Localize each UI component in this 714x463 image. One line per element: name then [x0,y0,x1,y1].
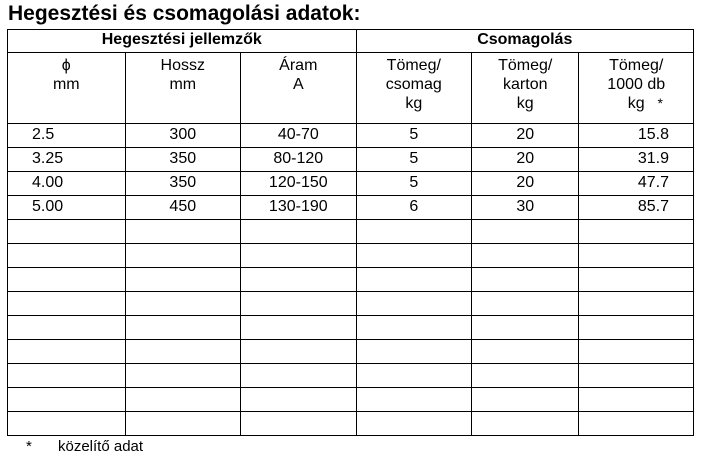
cell-length [125,388,241,412]
cell-diameter [8,412,126,436]
cell-length [125,316,241,340]
cell-length: 350 [125,148,241,172]
cell-weight-per-carton: 20 [472,148,579,172]
footnote-marker: * [26,438,32,455]
cell-length [125,220,241,244]
column-header-current [241,53,357,124]
cell-current [241,340,357,364]
column-header-weight-per-1000 [579,53,694,124]
cell-diameter [8,244,126,268]
cell-weight-per-carton [472,316,579,340]
cell-length [125,244,241,268]
cell-weight-per-pack [356,244,472,268]
cell-weight-per-1000 [579,244,694,268]
cell-weight-per-1000 [579,364,694,388]
cell-diameter [8,292,126,316]
cell-diameter [8,388,126,412]
cell-weight-per-pack [356,292,472,316]
cell-weight-per-carton: 20 [472,124,579,148]
approximation-marker: * [657,95,663,111]
header-line: kg [627,95,645,112]
cell-weight-per-pack [356,412,472,436]
column-header-weight-per-pack [356,53,472,124]
table-row [8,148,694,172]
cell-weight-per-1000 [579,292,694,316]
cell-weight-per-1000: 85.7 [579,196,694,220]
cell-weight-per-pack [356,316,472,340]
cell-diameter: 2.5 [8,124,126,148]
table-row [8,244,694,268]
cell-length [125,412,241,436]
cell-weight-per-carton [472,388,579,412]
cell-weight-per-1000: 47.7 [579,172,694,196]
cell-length [125,268,241,292]
cell-weight-per-carton: 20 [472,172,579,196]
cell-diameter [8,268,126,292]
cell-diameter [8,340,126,364]
header-line: ϕ [61,57,71,74]
cell-weight-per-carton [472,244,579,268]
cell-current [241,268,357,292]
column-header-length [125,53,241,124]
cell-weight-per-pack [356,340,472,364]
cell-diameter [8,220,126,244]
table-row [8,316,694,340]
header-line: mm [169,76,197,93]
cell-diameter [8,364,126,388]
cell-diameter: 5.00 [8,196,126,220]
page-title: Hegesztési és csomagolási adatok: [8,2,361,25]
cell-weight-per-pack [356,364,472,388]
welding-packaging-table [7,29,694,436]
header-line: Tömeg/ [498,57,553,74]
table-row [8,124,694,148]
table-row [8,388,694,412]
table-row [8,196,694,220]
column-header-diameter [8,53,126,124]
column-header-weight-per-carton [472,53,579,124]
cell-diameter: 4.00 [8,172,126,196]
cell-weight-per-1000 [579,388,694,412]
cell-weight-per-carton [472,292,579,316]
table-row [8,292,694,316]
header-line: mm [52,76,80,93]
group-packaging: Csomagolás [356,30,693,53]
cell-weight-per-1000 [579,220,694,244]
table-row [8,220,694,244]
cell-weight-per-1000 [579,268,694,292]
table-row [8,364,694,388]
cell-weight-per-pack [356,388,472,412]
footnote-text: közelítő adat [58,438,144,455]
cell-diameter: 3.25 [8,148,126,172]
cell-weight-per-pack: 5 [356,148,472,172]
header-line: A [292,76,304,93]
cell-current [241,220,357,244]
cell-weight-per-pack [356,220,472,244]
cell-current: 130-190 [241,196,357,220]
cell-current [241,412,357,436]
cell-current: 80-120 [241,148,357,172]
table-row [8,268,694,292]
column-header-row [8,53,694,124]
header-line: Hossz [160,57,205,74]
cell-length [125,292,241,316]
table-row [8,412,694,436]
cell-weight-per-carton [472,220,579,244]
cell-current: 40-70 [241,124,357,148]
header-line: csomag [385,76,442,93]
cell-weight-per-pack: 5 [356,172,472,196]
cell-current [241,364,357,388]
header-line: 1000 db [607,76,666,93]
cell-current [241,388,357,412]
header-line: kg [516,95,534,112]
cell-weight-per-pack [356,268,472,292]
cell-weight-per-carton: 30 [472,196,579,220]
header-line: karton [503,76,548,93]
cell-weight-per-1000 [579,340,694,364]
group-header-row [8,30,694,53]
cell-weight-per-carton [472,412,579,436]
cell-weight-per-1000 [579,316,694,340]
cell-weight-per-carton [472,364,579,388]
cell-weight-per-pack: 5 [356,124,472,148]
cell-current [241,244,357,268]
header-line: Tömeg/ [609,57,664,74]
cell-weight-per-carton [472,268,579,292]
cell-weight-per-1000: 15.8 [579,124,694,148]
footnote [26,438,143,455]
cell-weight-per-1000 [579,412,694,436]
cell-length [125,364,241,388]
cell-weight-per-pack: 6 [356,196,472,220]
cell-current: 120-150 [241,172,357,196]
table-row [8,172,694,196]
cell-length: 450 [125,196,241,220]
group-welding-characteristics: Hegesztési jellemzők [8,30,357,53]
header-line: kg [405,95,423,112]
cell-diameter [8,316,126,340]
cell-current [241,316,357,340]
cell-weight-per-1000: 31.9 [579,148,694,172]
cell-current [241,292,357,316]
cell-length [125,340,241,364]
header-line: Tömeg/ [386,57,441,74]
cell-length: 350 [125,172,241,196]
cell-weight-per-carton [472,340,579,364]
table-row [8,340,694,364]
header-line: Áram [279,57,318,74]
cell-length: 300 [125,124,241,148]
